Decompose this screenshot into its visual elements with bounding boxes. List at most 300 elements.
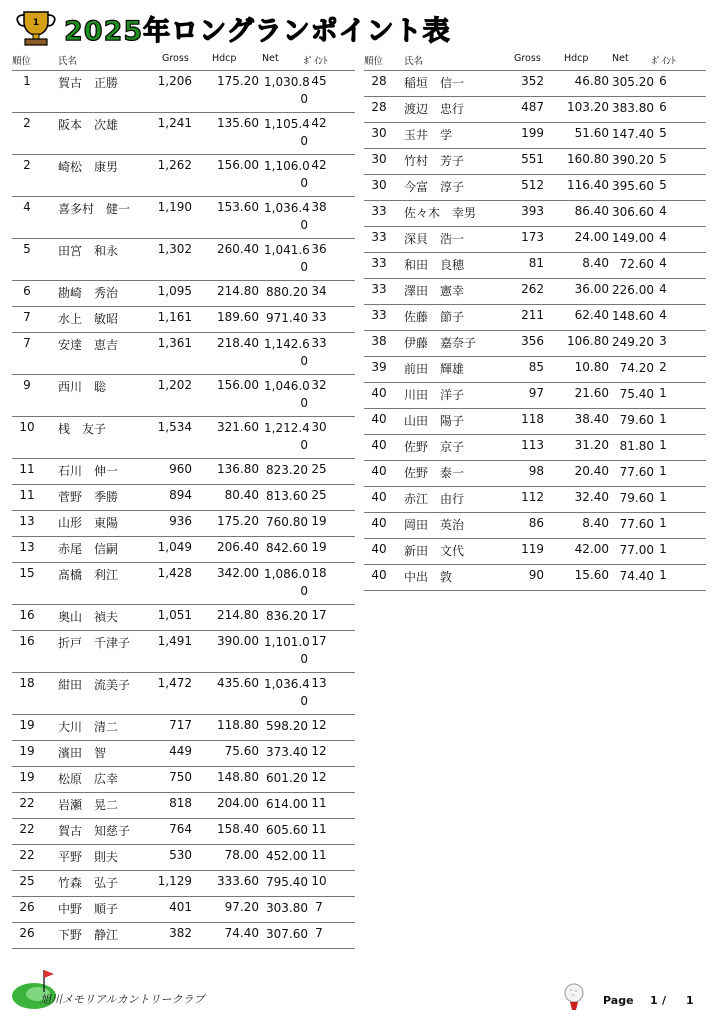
gross-cell: 81 [528, 256, 544, 270]
rank-cell: 16 [19, 634, 35, 648]
hdcp-cell: 148.80 [217, 770, 259, 784]
point-cell: 18 [311, 566, 327, 580]
gross-cell: 113 [521, 438, 544, 452]
point-cell: 11 [311, 848, 327, 862]
gross-cell: 401 [169, 900, 192, 914]
hdcp-cell: 158.40 [217, 822, 259, 836]
name-cell: 岡田 英治 [404, 518, 465, 532]
point-cell: 7 [315, 900, 323, 914]
gross-cell: 199 [521, 126, 544, 140]
table-row [12, 71, 355, 113]
rank-cell: 19 [19, 718, 35, 732]
rank-cell: 38 [371, 334, 387, 348]
point-cell: 1 [659, 516, 667, 530]
name-cell: 山田 陽子 [404, 414, 465, 428]
point-cell: 45 [311, 74, 327, 88]
hdcp-cell: 156.00 [217, 378, 259, 392]
hdcp-cell: 135.60 [217, 116, 259, 130]
rank-cell: 30 [371, 126, 387, 140]
name-cell: 安達 恵吉 [58, 338, 119, 352]
gross-cell: 894 [169, 488, 192, 502]
rank-cell: 26 [19, 900, 35, 914]
rank-cell: 22 [19, 822, 35, 836]
header-hdcp: Hdcp [564, 53, 589, 64]
hdcp-cell: 116.40 [567, 178, 609, 192]
net-cell: 1,041.6 0 [264, 243, 310, 274]
hdcp-cell: 80.40 [224, 488, 259, 502]
hdcp-cell: 156.00 [217, 158, 259, 172]
name-cell: 髙橋 利江 [58, 568, 119, 582]
hdcp-cell: 46.80 [574, 74, 609, 88]
hdcp-cell: 321.60 [217, 420, 259, 434]
net-cell: 1,106.0 0 [264, 159, 310, 190]
hdcp-cell: 75.60 [224, 744, 259, 758]
hdcp-cell: 390.00 [217, 634, 259, 648]
rank-cell: 10 [19, 420, 35, 434]
net-cell: 306.60 [612, 205, 654, 219]
hdcp-cell: 51.60 [574, 126, 609, 140]
header-hdcp: Hdcp [212, 53, 237, 64]
table-row [364, 175, 706, 201]
table-row [364, 409, 706, 435]
point-cell: 12 [311, 744, 327, 758]
table-row [364, 71, 706, 97]
gross-cell: 356 [521, 334, 544, 348]
hdcp-cell: 97.20 [224, 900, 259, 914]
gross-cell: 86 [528, 516, 544, 530]
point-cell: 34 [311, 284, 327, 298]
point-cell: 1 [659, 568, 667, 582]
header-point: ﾎﾟｲﾝﾄ [304, 56, 328, 67]
gross-cell: 352 [521, 74, 544, 88]
hdcp-cell: 8.40 [582, 516, 609, 530]
gross-cell: 211 [521, 308, 544, 322]
rank-cell: 33 [371, 308, 387, 322]
rank-cell: 40 [371, 516, 387, 530]
header-point: ﾎﾟｲﾝﾄ [652, 56, 676, 67]
rank-cell: 30 [371, 152, 387, 166]
table-row [12, 845, 355, 871]
rank-cell: 39 [371, 360, 387, 374]
point-cell: 17 [311, 608, 327, 622]
net-cell: 72.60 [619, 257, 654, 271]
table-row [364, 487, 706, 513]
rank-cell: 11 [19, 488, 35, 502]
point-cell: 36 [311, 242, 327, 256]
net-cell: 614.00 [266, 797, 308, 811]
header-rank: 順位 [364, 56, 384, 67]
table-row [12, 923, 355, 949]
gross-cell: 750 [169, 770, 192, 784]
point-cell: 32 [311, 378, 327, 392]
name-cell: 渡辺 忠行 [404, 102, 465, 116]
gross-cell: 1,302 [157, 242, 192, 256]
net-cell: 1,030.8 0 [264, 75, 310, 106]
name-cell: 奥山 禎夫 [58, 610, 119, 624]
gross-cell: 764 [169, 822, 192, 836]
rank-cell: 2 [23, 158, 31, 172]
rank-cell: 26 [19, 926, 35, 940]
page-label: Page [603, 994, 634, 1007]
net-cell: 148.60 [612, 309, 654, 323]
rank-cell: 40 [371, 568, 387, 582]
net-cell: 74.20 [619, 361, 654, 375]
gross-cell: 818 [169, 796, 192, 810]
net-cell: 79.60 [619, 491, 654, 505]
rank-cell: 25 [19, 874, 35, 888]
table-row [12, 485, 355, 511]
net-cell: 81.80 [619, 439, 654, 453]
rank-cell: 40 [371, 412, 387, 426]
hdcp-cell: 38.40 [574, 412, 609, 426]
point-cell: 6 [659, 100, 667, 114]
rank-cell: 13 [19, 514, 35, 528]
gross-cell: 717 [169, 718, 192, 732]
gross-cell: 118 [521, 412, 544, 426]
table-row [12, 511, 355, 537]
gross-cell: 1,491 [157, 634, 192, 648]
table-body [364, 71, 706, 591]
point-cell: 11 [311, 796, 327, 810]
hdcp-cell: 342.00 [217, 566, 259, 580]
hdcp-cell: 20.40 [574, 464, 609, 478]
point-cell: 5 [659, 126, 667, 140]
header-name: 氏名 [404, 56, 424, 67]
table-row [364, 227, 706, 253]
point-cell: 17 [311, 634, 327, 648]
net-cell: 601.20 [266, 771, 308, 785]
name-cell: 澤田 憲幸 [404, 284, 465, 298]
point-cell: 3 [659, 334, 667, 348]
net-cell: 971.40 [266, 311, 308, 325]
net-cell: 303.80 [266, 901, 308, 915]
name-cell: 折戸 千津子 [58, 636, 131, 650]
rank-cell: 5 [23, 242, 31, 256]
net-cell: 77.00 [619, 543, 654, 557]
gross-cell: 1,190 [157, 200, 192, 214]
name-cell: 赤尾 信嗣 [58, 542, 119, 556]
net-cell: 373.40 [266, 745, 308, 759]
hdcp-cell: 204.00 [217, 796, 259, 810]
rank-cell: 7 [23, 310, 31, 324]
point-cell: 4 [659, 230, 667, 244]
rank-cell: 40 [371, 490, 387, 504]
rank-cell: 2 [23, 116, 31, 130]
net-cell: 75.40 [619, 387, 654, 401]
point-cell: 1 [659, 386, 667, 400]
hdcp-cell: 42.00 [574, 542, 609, 556]
name-cell: 赤江 由行 [404, 492, 465, 506]
point-cell: 19 [311, 540, 327, 554]
hdcp-cell: 106.80 [567, 334, 609, 348]
hdcp-cell: 103.20 [567, 100, 609, 114]
gross-cell: 1,262 [157, 158, 192, 172]
point-cell: 4 [659, 256, 667, 270]
gross-cell: 112 [521, 490, 544, 504]
point-cell: 1 [659, 438, 667, 452]
hdcp-cell: 62.40 [574, 308, 609, 322]
name-cell: 中出 敦 [404, 570, 453, 584]
point-cell: 4 [659, 308, 667, 322]
table-row [12, 155, 355, 197]
table-row [12, 459, 355, 485]
name-cell: 新田 文代 [404, 544, 465, 558]
page-current: 1 [650, 994, 658, 1007]
name-cell: 深貝 浩一 [404, 232, 465, 246]
rank-cell: 19 [19, 744, 35, 758]
table-row [12, 897, 355, 923]
table-row [364, 513, 706, 539]
gross-cell: 262 [521, 282, 544, 296]
hdcp-cell: 74.40 [224, 926, 259, 940]
point-cell: 12 [311, 718, 327, 732]
rank-cell: 33 [371, 282, 387, 296]
club-name: 旭川メモリアルカントリークラブ [40, 993, 205, 1006]
gross-cell: 1,051 [157, 608, 192, 622]
table-row [12, 741, 355, 767]
point-cell: 19 [311, 514, 327, 528]
gross-cell: 936 [169, 514, 192, 528]
name-cell: 佐々木 幸男 [404, 206, 477, 220]
point-cell: 10 [311, 874, 327, 888]
point-cell: 1 [659, 490, 667, 504]
page-total: 1 [686, 994, 694, 1007]
gross-cell: 449 [169, 744, 192, 758]
ranking-table-right [364, 50, 706, 591]
gross-cell: 1,534 [157, 420, 192, 434]
table-row [364, 149, 706, 175]
hdcp-cell: 214.80 [217, 608, 259, 622]
name-cell: 紺田 流美子 [58, 678, 131, 692]
name-cell: 賀古 正勝 [58, 76, 119, 90]
rank-cell: 11 [19, 462, 35, 476]
rank-cell: 16 [19, 608, 35, 622]
table-header [364, 50, 706, 71]
rank-cell: 1 [23, 74, 31, 88]
net-cell: 305.20 [612, 75, 654, 89]
name-cell: 竹森 弘子 [58, 876, 119, 890]
point-cell: 42 [311, 158, 327, 172]
name-cell: 稲垣 信一 [404, 76, 465, 90]
hdcp-cell: 175.20 [217, 74, 259, 88]
table-row [12, 375, 355, 417]
hdcp-cell: 435.60 [217, 676, 259, 690]
net-cell: 226.00 [612, 283, 654, 297]
name-cell: 喜多村 健一 [58, 202, 131, 216]
table-row [12, 239, 355, 281]
table-row [12, 673, 355, 715]
rank-cell: 30 [371, 178, 387, 192]
rank-cell: 4 [23, 200, 31, 214]
table-row [12, 333, 355, 375]
name-cell: 佐野 泰一 [404, 466, 465, 480]
net-cell: 395.60 [612, 179, 654, 193]
rank-cell: 40 [371, 542, 387, 556]
gross-cell: 90 [528, 568, 544, 582]
rank-cell: 22 [19, 848, 35, 862]
rank-cell: 9 [23, 378, 31, 392]
point-cell: 13 [311, 676, 327, 690]
table-row [364, 461, 706, 487]
point-cell: 30 [311, 420, 327, 434]
name-cell: 大川 清二 [58, 720, 119, 734]
header-net: Net [262, 53, 279, 64]
name-cell: 佐藤 節子 [404, 310, 465, 324]
hdcp-cell: 15.60 [574, 568, 609, 582]
name-cell: 濱田 智 [58, 746, 107, 760]
hdcp-cell: 36.00 [574, 282, 609, 296]
rank-cell: 19 [19, 770, 35, 784]
name-cell: 石川 伸一 [58, 464, 119, 478]
name-cell: 桟 友子 [58, 422, 107, 436]
point-cell: 5 [659, 152, 667, 166]
net-cell: 79.60 [619, 413, 654, 427]
name-cell: 和田 良穂 [404, 258, 465, 272]
net-cell: 249.20 [612, 335, 654, 349]
gross-cell: 1,361 [157, 336, 192, 350]
point-cell: 33 [311, 310, 327, 324]
hdcp-cell: 189.60 [217, 310, 259, 324]
gross-cell: 551 [521, 152, 544, 166]
name-cell: 平野 則夫 [58, 850, 119, 864]
table-row [12, 563, 355, 605]
name-cell: 松原 広幸 [58, 772, 119, 786]
header-rank: 順位 [12, 56, 32, 67]
hdcp-cell: 218.40 [217, 336, 259, 350]
name-cell: 竹村 芳子 [404, 154, 465, 168]
table-row [12, 715, 355, 741]
net-cell: 149.00 [612, 231, 654, 245]
point-cell: 11 [311, 822, 327, 836]
table-row [364, 539, 706, 565]
point-cell: 12 [311, 770, 327, 784]
name-cell: 菅野 季勝 [58, 490, 119, 504]
rank-cell: 13 [19, 540, 35, 554]
gross-cell: 1,129 [157, 874, 192, 888]
hdcp-cell: 21.60 [574, 386, 609, 400]
table-row [364, 305, 706, 331]
net-cell: 147.40 [612, 127, 654, 141]
table-row [12, 631, 355, 673]
rank-cell: 33 [371, 256, 387, 270]
net-cell: 452.00 [266, 849, 308, 863]
rank-cell: 28 [371, 100, 387, 114]
table-row [364, 97, 706, 123]
net-cell: 77.60 [619, 465, 654, 479]
page-title: 2025年ロングランポイント表 [64, 15, 451, 47]
table-row [364, 383, 706, 409]
name-cell: 下野 静江 [58, 928, 119, 942]
point-cell: 1 [659, 464, 667, 478]
hdcp-cell: 136.80 [217, 462, 259, 476]
net-cell: 307.60 [266, 927, 308, 941]
rank-cell: 40 [371, 438, 387, 452]
point-cell: 4 [659, 204, 667, 218]
ranking-table-left [12, 50, 355, 949]
net-cell: 880.20 [266, 285, 308, 299]
rank-cell: 18 [19, 676, 35, 690]
name-cell: 中野 順子 [58, 902, 119, 916]
net-cell: 390.20 [612, 153, 654, 167]
table-row [364, 279, 706, 305]
table-row [364, 435, 706, 461]
net-cell: 1,086.0 0 [264, 567, 310, 598]
hdcp-cell: 8.40 [582, 256, 609, 270]
page-separator: / [662, 994, 667, 1007]
point-cell: 2 [659, 360, 667, 374]
rank-cell: 33 [371, 230, 387, 244]
net-cell: 823.20 [266, 463, 308, 477]
gross-cell: 1,161 [157, 310, 192, 324]
rank-cell: 7 [23, 336, 31, 350]
name-cell: 西川 聡 [58, 380, 107, 394]
gross-cell: 960 [169, 462, 192, 476]
table-row [364, 357, 706, 383]
trophy-icon [14, 8, 58, 48]
net-cell: 1,142.6 0 [264, 337, 310, 368]
rank-cell: 28 [371, 74, 387, 88]
table-row [364, 331, 706, 357]
gross-cell: 393 [521, 204, 544, 218]
name-cell: 玉井 学 [404, 128, 453, 142]
gross-cell: 1,049 [157, 540, 192, 554]
svg-text:1: 1 [32, 18, 40, 28]
net-cell: 1,036.4 0 [264, 677, 310, 708]
point-cell: 38 [311, 200, 327, 214]
table-row [364, 565, 706, 591]
gross-cell: 1,472 [157, 676, 192, 690]
table-row [12, 871, 355, 897]
header-name: 氏名 [58, 56, 78, 67]
net-cell: 836.20 [266, 609, 308, 623]
name-cell: 岩瀬 晃二 [58, 798, 119, 812]
net-cell: 842.60 [266, 541, 308, 555]
table-header [12, 50, 355, 71]
gross-cell: 119 [521, 542, 544, 556]
point-cell: 6 [659, 74, 667, 88]
rank-cell: 40 [371, 464, 387, 478]
point-cell: 33 [311, 336, 327, 350]
name-cell: 阪本 次雄 [58, 118, 119, 132]
gross-cell: 97 [528, 386, 544, 400]
net-cell: 1,105.4 0 [264, 117, 310, 148]
table-row [12, 417, 355, 459]
name-cell: 佐野 京子 [404, 440, 465, 454]
net-cell: 74.40 [619, 569, 654, 583]
hdcp-cell: 10.80 [574, 360, 609, 374]
net-cell: 813.60 [266, 489, 308, 503]
point-cell: 1 [659, 412, 667, 426]
table-row [12, 767, 355, 793]
net-cell: 795.40 [266, 875, 308, 889]
gross-cell: 530 [169, 848, 192, 862]
name-cell: 崎松 康男 [58, 160, 119, 174]
rank-cell: 22 [19, 796, 35, 810]
table-row [12, 605, 355, 631]
net-cell: 598.20 [266, 719, 308, 733]
net-cell: 1,046.0 0 [264, 379, 310, 410]
gross-cell: 173 [521, 230, 544, 244]
gross-cell: 1,095 [157, 284, 192, 298]
net-cell: 760.80 [266, 515, 308, 529]
name-cell: 川田 洋子 [404, 388, 465, 402]
rank-cell: 40 [371, 386, 387, 400]
net-cell: 1,036.4 0 [264, 201, 310, 232]
header-net: Net [612, 53, 629, 64]
name-cell: 前田 輝雄 [404, 362, 465, 376]
gross-cell: 382 [169, 926, 192, 940]
name-cell: 田宮 和永 [58, 244, 119, 258]
